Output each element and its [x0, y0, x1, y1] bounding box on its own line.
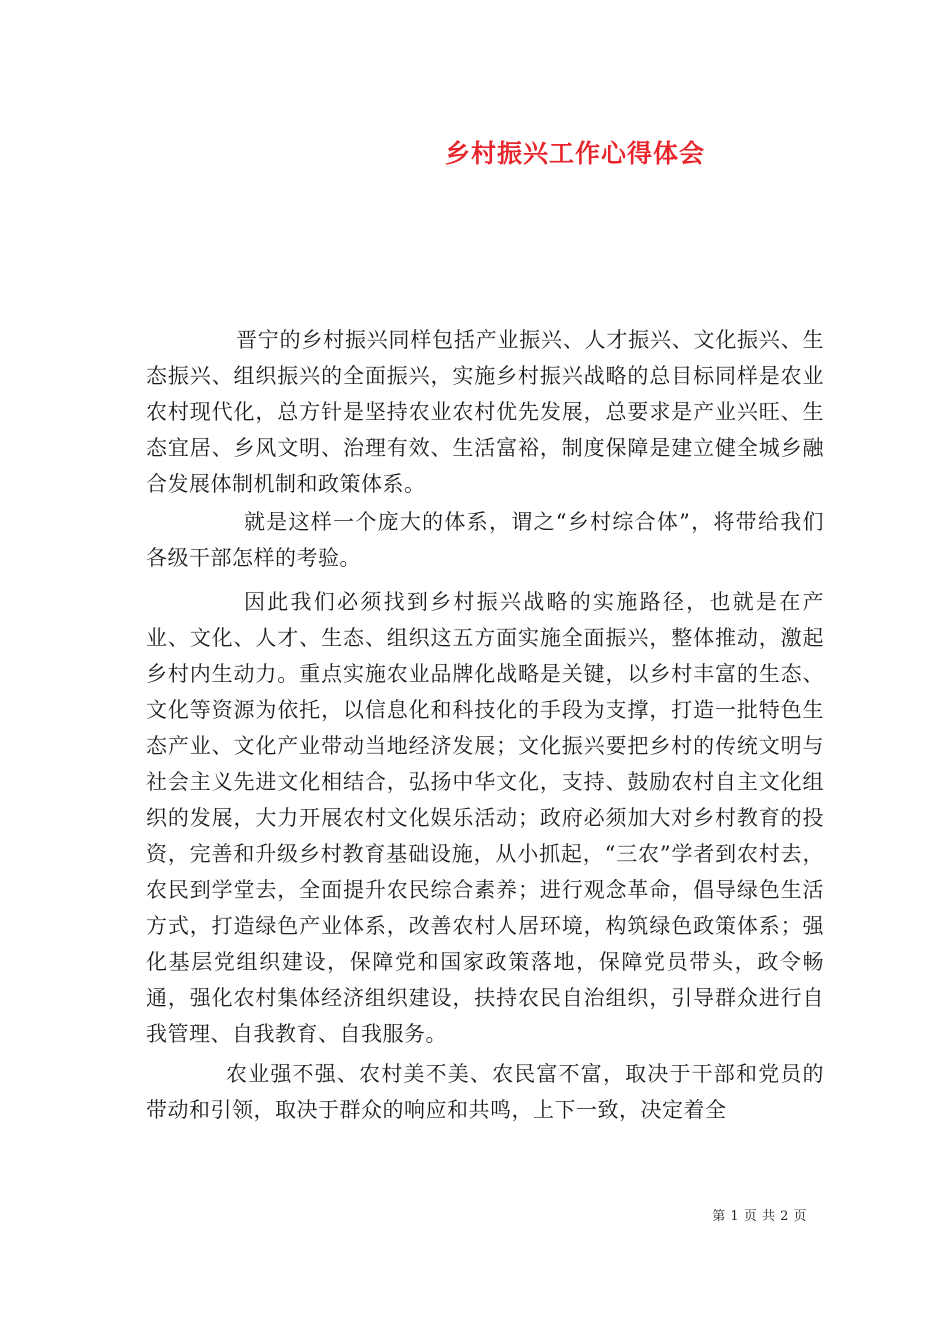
page-number-footer: 第 1 页 共 2 页	[712, 1209, 807, 1224]
document-body	[146, 322, 824, 1128]
paragraph-1: 晋宁的乡村振兴同样包括产业振兴、人才振兴、文化振兴、生态振兴、组织振兴的全面振兴，实施乡村振兴战略的总目标同样是农业农村现代化，总方针是坚持农业农村优先发展，总要求是产业兴旺、生态宜居、乡风文明、治理有效、生活富裕，制度保障是建立健全城乡融合发展体制机制和政策体系。	[146, 328, 824, 496]
page-title: 乡村振兴工作心得体会	[444, 139, 705, 168]
paragraph-2: 就是这样一个庞大的体系，谓之“乡村综合体”，将带给我们各级干部怎样的考验。	[146, 510, 824, 570]
paragraph-4: 农业强不强、农村美不美、农民富不富，取决于干部和党员的带动和引领，取决于群众的响应和共鸣，上下一致，决定着全	[146, 1062, 824, 1122]
paragraph-3: 因此我们必须找到乡村振兴战略的实施路径，也就是在产业、文化、人才、生态、组织这五方面实施全面振兴，整体推动，激起乡村内生动力。重点实施农业品牌化战略是关键，以乡村丰富的生态、文化等资源为依托，以信息化和科技化的手段为支撑，打造一批特色生态产业、文化产业带动当地经济发展；文化振兴要把乡村的传统文明与社会主义先进文化相结合，弘扬中华文化，支持、鼓励农村自主文化组织的发展，大力开展农村文化娱乐活动；政府必须加大对乡村教育的投资，完善和升级乡村教育基础设施，从小抓起，“三农”学者到农村去，农民到学堂去，全面提升农民综合素养；进行观念革命，倡导绿色生活方式，打造绿色产业体系，改善农村人居环境，构筑绿色政策体系；强化基层党组织建设，保障党和国家政策落地，保障党员带头，政令畅通，强化农村集体经济组织建设，扶持农民自治组织，引导群众进行自我管理、自我教育、自我服务。	[146, 590, 824, 1046]
